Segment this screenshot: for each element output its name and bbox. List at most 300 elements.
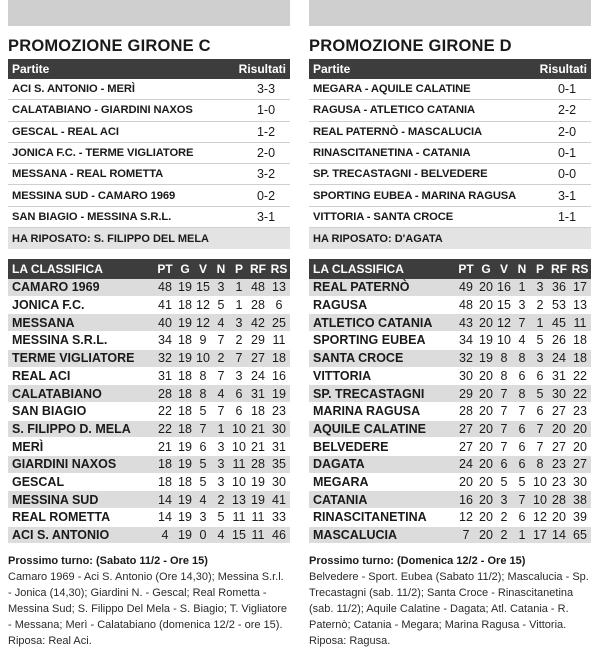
team-name: GIARDINI NAXOS <box>12 457 117 472</box>
stat-rs: 11 <box>272 333 286 348</box>
stat-n: 6 <box>518 368 526 383</box>
stat-pt: 27 <box>459 421 473 436</box>
col-p: P <box>535 262 544 277</box>
stat-p: 1 <box>536 315 544 330</box>
stat-p: 5 <box>536 333 544 348</box>
standings-row <box>309 279 591 297</box>
stat-g: 20 <box>479 528 493 543</box>
stat-n: 3 <box>217 457 225 472</box>
standings-row <box>8 314 290 332</box>
stat-p: 7 <box>235 351 243 366</box>
stat-rs: 18 <box>272 351 286 366</box>
stat-n: 3 <box>217 474 225 489</box>
standings-row <box>8 332 290 350</box>
stat-rf: 11 <box>251 528 265 543</box>
stat-pt: 14 <box>158 510 172 525</box>
stat-rf: 31 <box>552 368 566 383</box>
stat-g: 19 <box>178 351 192 366</box>
match-result: 3-1 <box>557 188 577 203</box>
col-rs: RS <box>270 262 288 277</box>
stat-p: 2 <box>235 333 243 348</box>
stat-g: 19 <box>178 457 192 472</box>
stat-v: 3 <box>199 510 207 525</box>
stat-pt: 7 <box>462 528 470 543</box>
team-name: MESSINA S.R.L. <box>12 333 108 348</box>
team-name: MERÌ <box>12 439 44 454</box>
stat-v: 15 <box>196 280 210 295</box>
top-gray-band <box>8 0 290 26</box>
stat-g: 20 <box>479 298 493 313</box>
match-row <box>309 79 591 100</box>
match-row <box>8 207 290 228</box>
stat-p: 10 <box>232 439 246 454</box>
stat-v: 12 <box>196 315 210 330</box>
match-row <box>309 164 591 185</box>
stat-n: 3 <box>217 439 225 454</box>
stat-rf: 20 <box>552 421 566 436</box>
team-name: CATANIA <box>313 492 368 507</box>
standings-row <box>8 385 290 403</box>
stat-n: 1 <box>217 421 225 436</box>
stat-rs: 39 <box>573 510 587 525</box>
stat-rs: 41 <box>272 492 286 507</box>
standings-row <box>309 350 591 368</box>
standings-row <box>309 385 591 403</box>
col-v: V <box>198 262 207 277</box>
match-result: 1-1 <box>557 209 577 224</box>
stat-g: 20 <box>479 492 493 507</box>
stat-pt: 21 <box>158 439 172 454</box>
stat-v: 10 <box>497 333 511 348</box>
stat-pt: 49 <box>459 280 473 295</box>
stat-p: 15 <box>232 528 246 543</box>
team-name: MESSINA SUD <box>12 492 99 507</box>
team-name: MEGARA <box>313 474 369 489</box>
stat-p: 6 <box>536 368 544 383</box>
top-gray-band <box>309 0 591 26</box>
stat-v: 0 <box>199 528 207 543</box>
stat-rf: 24 <box>552 351 566 366</box>
stat-rs: 33 <box>272 510 286 525</box>
stat-rf: 23 <box>552 457 566 472</box>
stat-p: 2 <box>536 298 544 313</box>
stat-rf: 31 <box>251 386 265 401</box>
standings-row <box>309 403 591 421</box>
match-result: 3-3 <box>256 82 276 97</box>
standings-row <box>8 438 290 456</box>
stat-pt: 16 <box>459 492 473 507</box>
col-g: G <box>180 262 190 277</box>
team-name: MASCALUCIA <box>313 528 398 543</box>
stat-rs: 13 <box>272 280 286 295</box>
girone-c-column <box>8 0 290 649</box>
stat-pt: 28 <box>459 404 473 419</box>
stat-rs: 30 <box>272 421 286 436</box>
stat-rf: 28 <box>251 298 265 313</box>
stat-n: 7 <box>518 315 526 330</box>
team-name: SAN BIAGIO <box>12 404 87 419</box>
results-header-label: Risultati <box>539 62 587 76</box>
stat-pt: 29 <box>459 386 473 401</box>
match-teams: ACI S. ANTONIO - MERÌ <box>12 83 135 96</box>
col-rf: RF <box>250 262 266 277</box>
stat-rf: 24 <box>251 368 265 383</box>
stat-rf: 20 <box>552 510 566 525</box>
col-n: N <box>517 262 527 277</box>
stat-v: 9 <box>199 333 207 348</box>
match-row <box>8 100 290 121</box>
stat-n: 1 <box>518 280 526 295</box>
stat-n: 7 <box>518 492 526 507</box>
team-name: RAGUSA <box>313 298 368 313</box>
stat-n: 5 <box>217 298 225 313</box>
match-result: 0-0 <box>557 167 577 182</box>
stat-g: 20 <box>479 404 493 419</box>
stat-v: 5 <box>199 404 207 419</box>
team-name: SPORTING EUBEA <box>313 333 426 348</box>
match-result: 0-1 <box>557 146 577 161</box>
team-name: ATLETICO CATANIA <box>313 315 433 330</box>
stat-rs: 25 <box>272 315 286 330</box>
stat-rf: 27 <box>552 404 566 419</box>
stat-rs: 35 <box>272 457 286 472</box>
stat-g: 19 <box>178 280 192 295</box>
stat-rf: 29 <box>251 333 265 348</box>
match-row <box>309 207 591 228</box>
stat-g: 18 <box>178 298 192 313</box>
match-result: 2-2 <box>557 103 577 118</box>
stat-n: 4 <box>217 315 225 330</box>
stat-rf: 27 <box>552 439 566 454</box>
stat-rf: 11 <box>251 510 265 525</box>
standings-row <box>8 474 290 492</box>
stat-v: 7 <box>500 404 508 419</box>
team-name: MESSANA <box>12 315 75 330</box>
team-name: SP. TRECASTAGNI <box>313 386 425 401</box>
standings-row <box>8 350 290 368</box>
stat-pt: 48 <box>459 298 473 313</box>
match-row <box>8 185 290 206</box>
stat-n: 8 <box>518 351 526 366</box>
stat-rs: 31 <box>272 439 286 454</box>
standings-row <box>309 527 591 545</box>
match-teams: SPORTING EUBEA - MARINA RAGUSA <box>313 189 517 202</box>
stat-rs: 17 <box>573 280 587 295</box>
stat-v: 3 <box>500 492 508 507</box>
girone-d-column <box>309 0 591 649</box>
stat-v: 6 <box>199 439 207 454</box>
stat-g: 19 <box>178 528 192 543</box>
stat-p: 3 <box>235 368 243 383</box>
match-row <box>309 143 591 164</box>
stat-g: 18 <box>178 474 192 489</box>
results-header-label: Risultati <box>238 62 286 76</box>
standings-row <box>309 438 591 456</box>
matches-header-label: Partite <box>313 62 351 76</box>
stat-p: 13 <box>232 492 246 507</box>
standings-row <box>309 368 591 386</box>
stat-rf: 18 <box>251 404 265 419</box>
match-row <box>8 79 290 100</box>
standings-row <box>8 297 290 315</box>
stat-rf: 21 <box>251 439 265 454</box>
stat-v: 7 <box>199 421 207 436</box>
stat-g: 20 <box>479 315 493 330</box>
stat-v: 12 <box>196 298 210 313</box>
standings-row <box>309 297 591 315</box>
stat-rs: 38 <box>573 492 587 507</box>
stat-n: 6 <box>518 510 526 525</box>
stat-g: 20 <box>479 439 493 454</box>
match-teams: SAN BIAGIO - MESSINA S.R.L. <box>12 210 172 223</box>
team-name: RINASCITANETINA <box>313 510 427 525</box>
col-g: G <box>481 262 491 277</box>
stat-n: 6 <box>518 421 526 436</box>
stat-p: 10 <box>232 474 246 489</box>
stat-pt: 27 <box>459 439 473 454</box>
stat-n: 7 <box>217 333 225 348</box>
stat-rf: 21 <box>251 421 265 436</box>
stat-v: 15 <box>497 298 511 313</box>
stat-rs: 46 <box>272 528 286 543</box>
stat-n: 1 <box>518 528 526 543</box>
col-p: P <box>234 262 243 277</box>
stat-g: 20 <box>479 280 493 295</box>
col-pt: PT <box>157 262 173 277</box>
stat-rs: 20 <box>573 439 587 454</box>
stat-rf: 28 <box>251 457 265 472</box>
team-name: MARINA RAGUSA <box>313 404 421 419</box>
stat-pt: 12 <box>459 510 473 525</box>
match-teams: RINASCITANETINA - CATANIA <box>313 147 471 160</box>
team-name: BELVEDERE <box>313 439 389 454</box>
stat-v: 7 <box>500 386 508 401</box>
team-name: ACI S. ANTONIO <box>12 528 110 543</box>
standings-row <box>8 279 290 297</box>
standings-header <box>309 259 591 279</box>
stat-g: 19 <box>178 315 192 330</box>
stat-pt: 31 <box>158 368 172 383</box>
stat-pt: 32 <box>158 351 172 366</box>
match-teams: SP. TRECASTAGNI - BELVEDERE <box>313 168 488 181</box>
stat-pt: 28 <box>158 386 172 401</box>
standings-row <box>309 509 591 527</box>
standings-row <box>309 474 591 492</box>
stat-v: 8 <box>199 368 207 383</box>
stat-n: 6 <box>518 439 526 454</box>
stat-p: 10 <box>533 474 547 489</box>
stat-rs: 20 <box>573 421 587 436</box>
stat-p: 11 <box>232 457 246 472</box>
stat-rf: 36 <box>552 280 566 295</box>
standings-row <box>8 509 290 527</box>
col-v: V <box>499 262 508 277</box>
team-name: REAL ACI <box>12 368 71 383</box>
standings-header <box>8 259 290 279</box>
stat-v: 7 <box>500 421 508 436</box>
team-name: GESCAL <box>12 474 65 489</box>
team-name: REAL PATERNÒ <box>313 280 410 295</box>
stat-pt: 30 <box>459 368 473 383</box>
match-row <box>309 185 591 206</box>
team-name: REAL ROMETTA <box>12 510 111 525</box>
match-result: 1-2 <box>256 124 276 139</box>
stat-n: 4 <box>217 528 225 543</box>
matches-header <box>8 59 290 79</box>
match-row <box>8 143 290 164</box>
match-result: 2-0 <box>557 124 577 139</box>
standings-row <box>8 421 290 439</box>
col-rs: RS <box>571 262 589 277</box>
stat-p: 17 <box>533 528 547 543</box>
team-name: S. FILIPPO D. MELA <box>12 421 131 436</box>
stat-rs: 11 <box>573 315 587 330</box>
stat-rf: 48 <box>251 280 265 295</box>
stat-rs: 18 <box>573 351 587 366</box>
stat-rf: 28 <box>552 492 566 507</box>
match-result: 0-1 <box>557 82 577 97</box>
stat-g: 19 <box>178 510 192 525</box>
stat-g: 20 <box>479 474 493 489</box>
team-name: JONICA F.C. <box>12 298 85 313</box>
stat-pt: 18 <box>158 457 172 472</box>
stat-rs: 22 <box>573 368 587 383</box>
stat-rf: 26 <box>552 333 566 348</box>
rested-team: HA RIPOSATO: D'AGATA <box>309 228 591 249</box>
stat-pt: 4 <box>161 528 169 543</box>
next-round-fixtures: Camaro 1969 - Aci S. Antonio (Ore 14,30); Messina S.r.l. - Jonica (14,30); Giardini N. - Gescal; Real Rometta - Messina Sud; S. Filippo Del Mela - S. Biagio; T. Vigliatore - Messana; Merì - Calatabiano (domenica 12/2 - ore 15). Riposa: Real Aci. <box>8 571 288 648</box>
stat-p: 3 <box>536 351 544 366</box>
standings-table <box>8 279 290 544</box>
stat-rs: 18 <box>573 333 587 348</box>
stat-g: 19 <box>479 351 493 366</box>
stat-v: 12 <box>497 315 511 330</box>
stat-n: 4 <box>518 333 526 348</box>
next-round <box>309 553 591 649</box>
stat-rs: 30 <box>272 474 286 489</box>
match-result: 3-2 <box>256 167 276 182</box>
match-teams: VITTORIA - SANTA CROCE <box>313 210 454 223</box>
next-round-label: Prossimo turno: (Domenica 12/2 - Ore 15) <box>309 555 526 568</box>
stat-pt: 18 <box>158 474 172 489</box>
stat-v: 5 <box>500 474 508 489</box>
standings-row <box>8 456 290 474</box>
match-teams: GESCAL - REAL ACI <box>12 125 119 138</box>
standings-row <box>309 332 591 350</box>
matches-list <box>309 79 591 228</box>
stat-pt: 20 <box>459 474 473 489</box>
stat-g: 20 <box>479 386 493 401</box>
standings-row <box>8 368 290 386</box>
col-rf: RF <box>551 262 567 277</box>
stat-rf: 45 <box>552 315 566 330</box>
stat-v: 8 <box>500 351 508 366</box>
next-round <box>8 553 290 649</box>
stat-p: 1 <box>235 280 243 295</box>
col-n: N <box>216 262 226 277</box>
stat-rf: 14 <box>552 528 566 543</box>
match-row <box>8 164 290 185</box>
stat-pt: 14 <box>158 492 172 507</box>
standings-row <box>8 491 290 509</box>
stat-v: 2 <box>500 510 508 525</box>
match-result: 0-2 <box>256 188 276 203</box>
stat-p: 12 <box>533 510 547 525</box>
team-name: DAGATA <box>313 457 365 472</box>
stat-n: 7 <box>217 368 225 383</box>
group-title: PROMOZIONE GIRONE D <box>309 37 512 55</box>
matches-list <box>8 79 290 228</box>
standings-row <box>309 491 591 509</box>
stat-g: 18 <box>178 404 192 419</box>
stat-pt: 40 <box>158 315 172 330</box>
stat-pt: 41 <box>158 298 172 313</box>
stat-p: 1 <box>235 298 243 313</box>
stat-n: 2 <box>217 492 225 507</box>
stat-g: 20 <box>479 510 493 525</box>
standings-row <box>8 403 290 421</box>
stat-v: 5 <box>199 474 207 489</box>
stat-g: 18 <box>178 386 192 401</box>
stat-v: 8 <box>199 386 207 401</box>
match-result: 1-0 <box>256 103 276 118</box>
stat-rs: 65 <box>573 528 587 543</box>
stat-v: 5 <box>199 457 207 472</box>
team-name: SANTA CROCE <box>313 351 404 366</box>
stat-p: 3 <box>536 280 544 295</box>
team-name: AQUILE CALATINE <box>313 421 426 436</box>
stat-v: 10 <box>196 351 210 366</box>
col-pt: PT <box>458 262 474 277</box>
stat-p: 6 <box>235 404 243 419</box>
match-teams: MEGARA - AQUILE CALATINE <box>313 83 471 96</box>
match-result: 3-1 <box>256 209 276 224</box>
stat-rs: 13 <box>573 298 587 313</box>
standings-table <box>309 279 591 544</box>
matches-header-label: Partite <box>12 62 50 76</box>
standings-row <box>309 456 591 474</box>
match-teams: JONICA F.C. - TERME VIGLIATORE <box>12 147 194 160</box>
match-teams: MESSANA - REAL ROMETTA <box>12 168 164 181</box>
stat-rf: 27 <box>251 351 265 366</box>
standings-row <box>8 527 290 545</box>
stat-n: 3 <box>217 280 225 295</box>
team-name: CALATABIANO <box>12 386 102 401</box>
stat-g: 18 <box>178 333 192 348</box>
stat-p: 7 <box>536 421 544 436</box>
stat-rs: 19 <box>272 386 286 401</box>
stat-rf: 19 <box>251 492 265 507</box>
stat-v: 4 <box>199 492 207 507</box>
team-name: CAMARO 1969 <box>12 280 100 295</box>
stat-rs: 23 <box>272 404 286 419</box>
stat-pt: 34 <box>459 333 473 348</box>
stat-pt: 22 <box>158 421 172 436</box>
stat-pt: 22 <box>158 404 172 419</box>
stat-g: 19 <box>178 492 192 507</box>
group-title: PROMOZIONE GIRONE C <box>8 37 211 55</box>
stat-g: 18 <box>178 421 192 436</box>
stat-g: 20 <box>479 368 493 383</box>
stat-v: 2 <box>500 528 508 543</box>
stat-rs: 23 <box>573 404 587 419</box>
match-teams: REAL PATERNÒ - MASCALUCIA <box>313 125 483 138</box>
stat-v: 7 <box>500 439 508 454</box>
matches-header <box>309 59 591 79</box>
stat-pt: 43 <box>459 315 473 330</box>
stat-pt: 48 <box>158 280 172 295</box>
match-teams: RAGUSA - ATLETICO CATANIA <box>313 104 475 117</box>
